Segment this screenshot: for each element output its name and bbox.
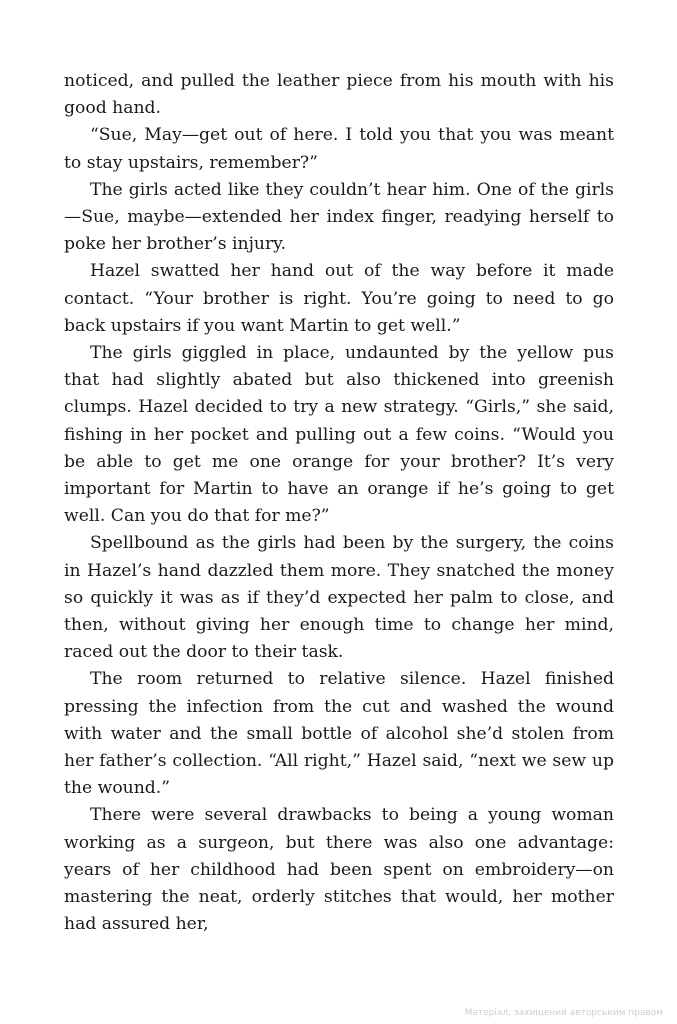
paragraph-8: There were several drawbacks to being a young woman working as a surgeon, but there was also one advantage: years of her childhood had been spent on embroidery—on mastering the neat, orderly stitches that would, her mother had assured her, bbox=[64, 805, 614, 935]
paragraph-5: The girls giggled in place, undaunted by the yellow pus that had slightly abated but also thickened into greenish clumps. Hazel decided to try a new strategy. “Girls,” she said, fishing in her pocket and pulling out a few coins. “Would you be able to get me one orange for your brother? It’s very important for Martin to have an orange if he’s going to get well. Can you do that for me?” bbox=[64, 343, 614, 527]
paragraph-2: “Sue, May—get out of here. I told you that you was meant to stay upstairs, remember?” bbox=[64, 125, 614, 173]
copyright-watermark: Матеріал, захищений авторським правом bbox=[464, 1008, 663, 1018]
page-body bbox=[64, 68, 614, 939]
paragraph-3: The girls acted like they couldn’t hear him. One of the girls—Sue, maybe—extended her index finger, readying herself to poke her brother’s injury. bbox=[64, 179, 614, 255]
paragraph-4: Hazel swatted her hand out of the way before it made contact. “Your brother is right. You’re going to need to go back upstairs if you want Martin to get well.” bbox=[64, 261, 614, 336]
paragraph-1: noticed, and pulled the leather piece from his mouth with his good hand. bbox=[64, 71, 614, 119]
paragraph-6: Spellbound as the girls had been by the surgery, the coins in Hazel’s hand dazzled them more. They snatched the money so quickly it was as if they’d expected her palm to close, and then, without giving her enough time to change her mind, raced out the door to their task. bbox=[64, 533, 614, 663]
paragraph-7: The room returned to relative silence. Hazel finished pressing the infection from the cut and washed the wound with water and the small bottle of alcohol she’d stolen from her father’s collection. “All right,” Hazel said, “next we sew up the wound.” bbox=[64, 669, 614, 799]
